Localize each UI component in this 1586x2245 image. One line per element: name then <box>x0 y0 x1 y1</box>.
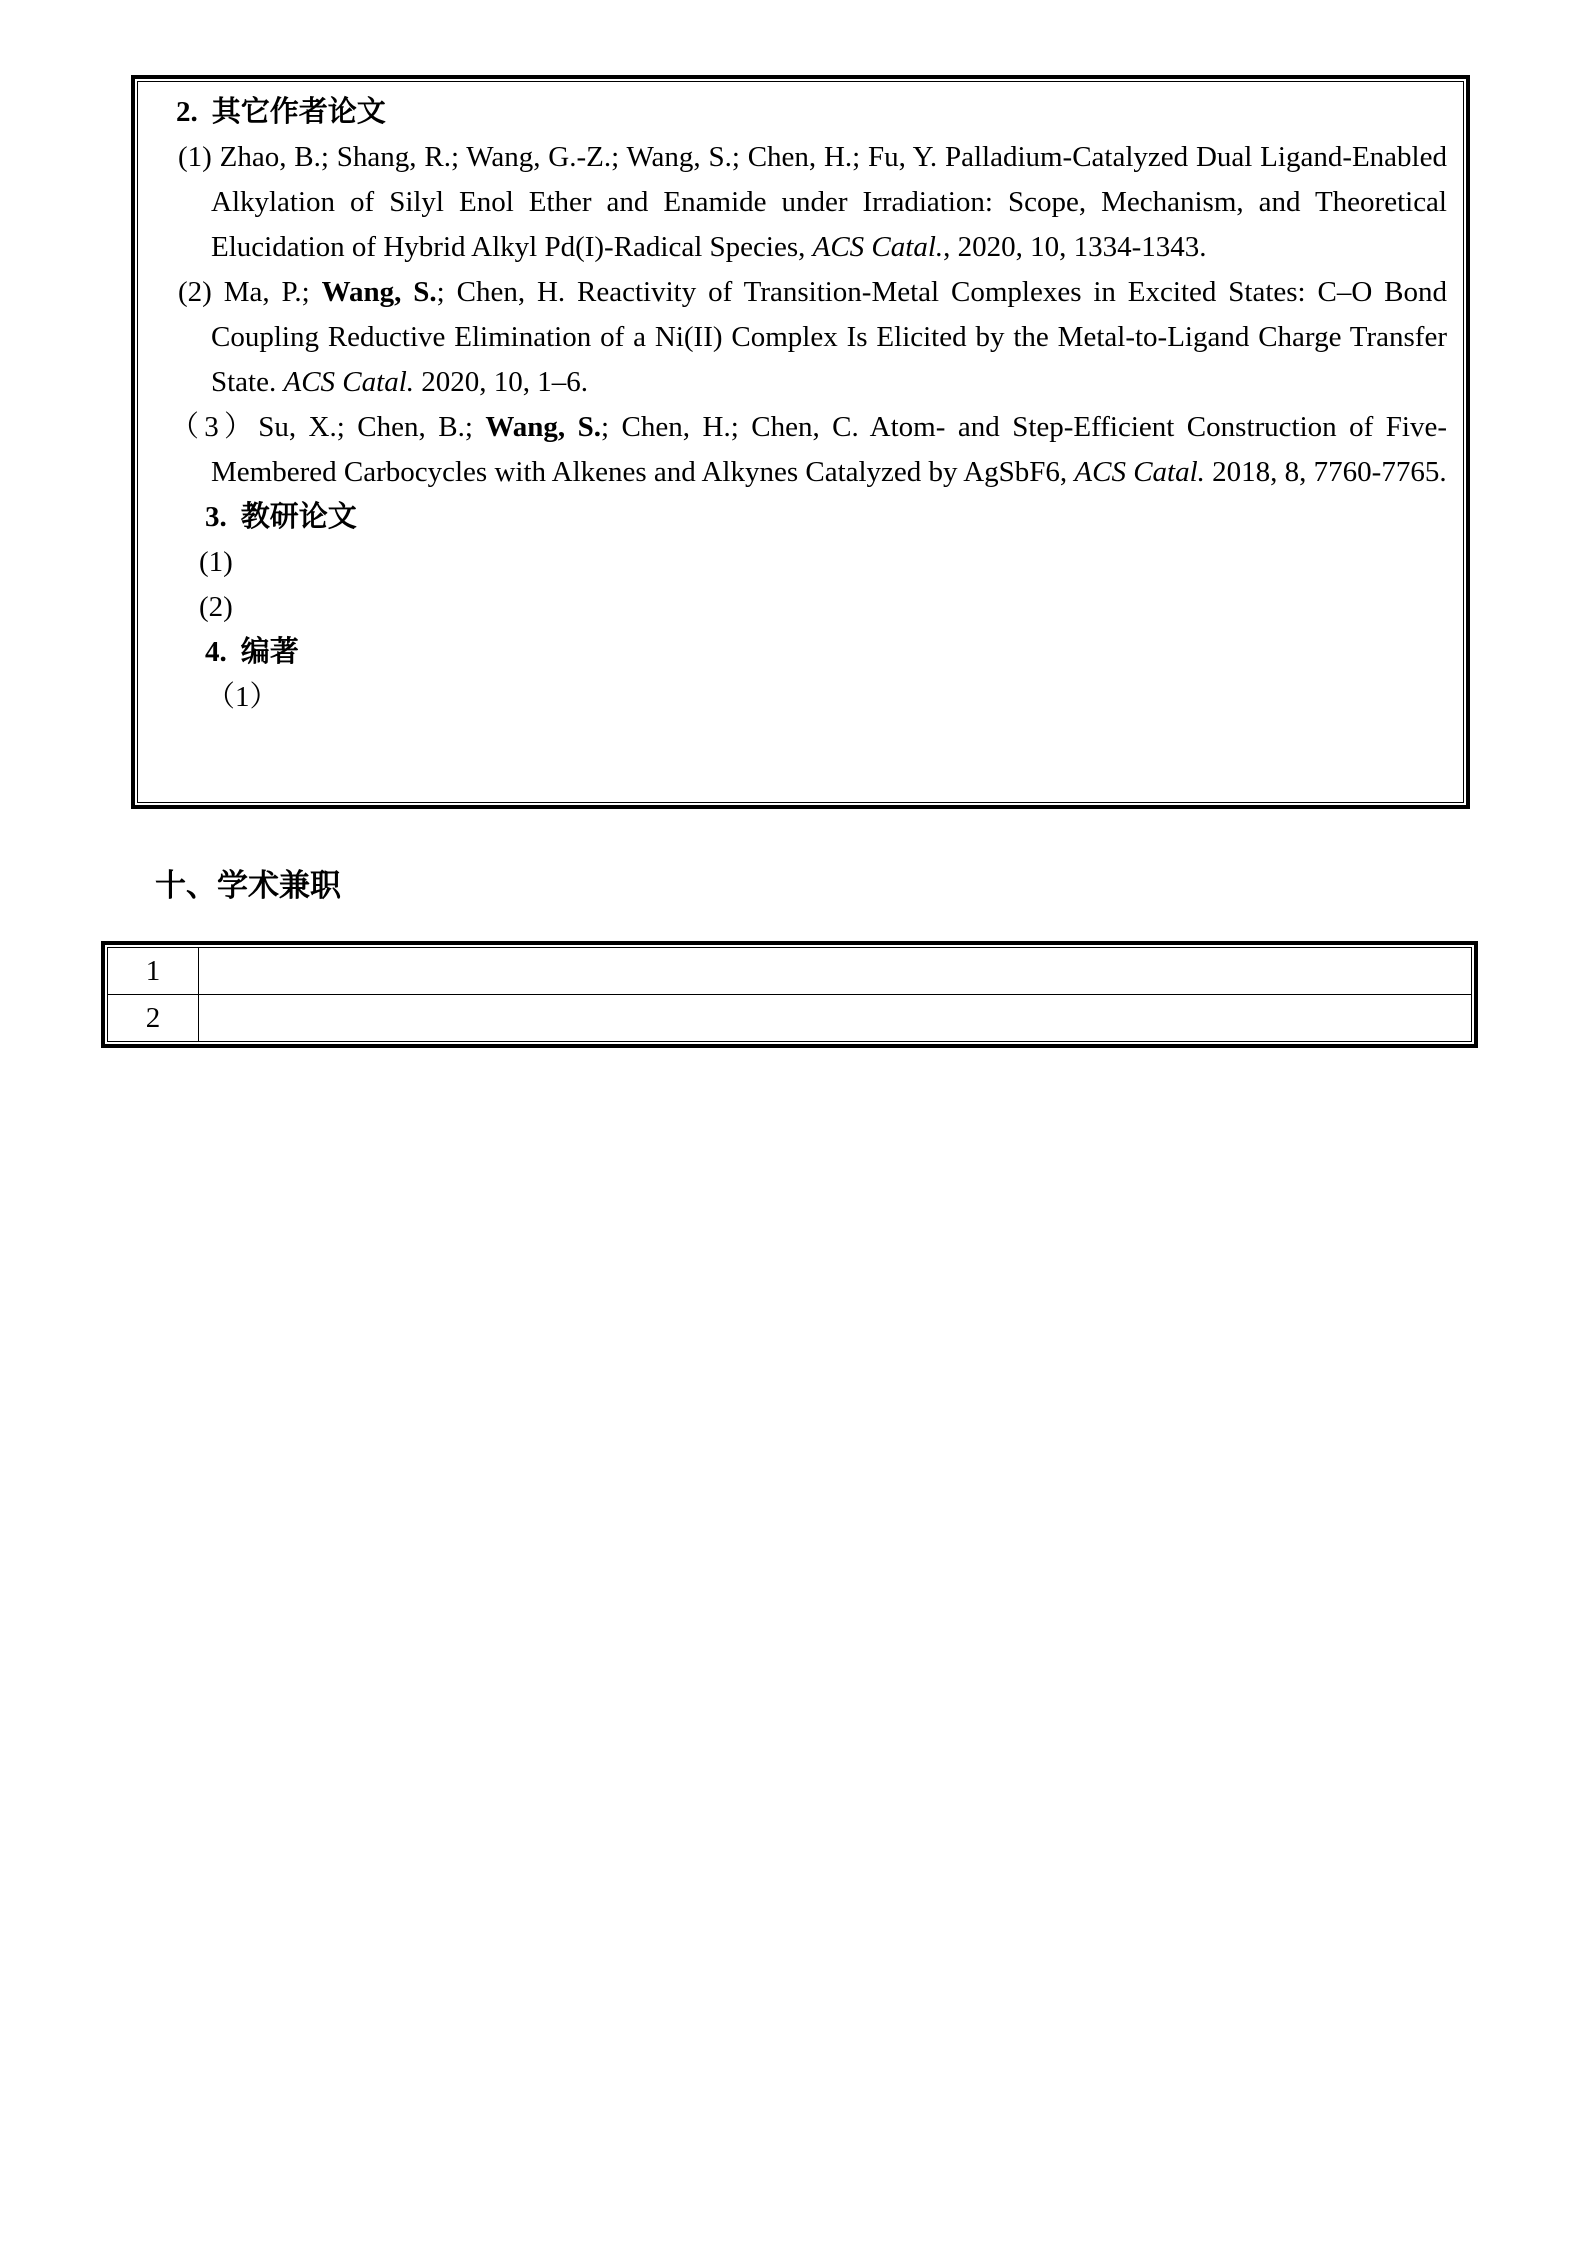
section-title: 其它作者论文 <box>211 96 386 128</box>
reference-text: Ma, P.; <box>211 276 322 308</box>
reference-text: Su, X.; Chen, B.; <box>258 411 486 443</box>
reference-2 <box>138 270 1447 405</box>
table-row <box>108 948 1471 994</box>
highlighted-author: Wang, S. <box>321 276 437 308</box>
section-other-author-papers-heading <box>176 90 1447 135</box>
reference-3 <box>138 405 1447 495</box>
row-content-cell <box>199 995 1471 1041</box>
row-content-cell <box>199 948 1471 994</box>
row-number-cell: 2 <box>108 995 199 1041</box>
highlighted-author: Wang, S. <box>485 411 602 443</box>
row-number-cell: 1 <box>108 948 199 994</box>
book-item-1: （1） <box>206 681 279 713</box>
reference-marker: (2) <box>178 276 212 308</box>
teaching-paper-item-2: (2) <box>199 591 233 623</box>
journal-name: ACS Catal. <box>1074 456 1205 488</box>
table-row <box>108 994 1471 1041</box>
reference-marker: （3） <box>170 411 259 443</box>
section-books-heading <box>205 630 1447 675</box>
section-number: 4. <box>205 636 227 668</box>
section-teaching-papers-heading <box>205 495 1447 540</box>
reference-text: , 2020, 10, 1334-1343. <box>943 231 1207 263</box>
reference-marker: (1) <box>178 141 212 173</box>
section-number: 3. <box>205 501 227 533</box>
publications-box-inner <box>137 81 1464 803</box>
section-title: 教研论文 <box>240 501 357 533</box>
section-title: 编著 <box>240 636 299 668</box>
reference-1 <box>138 135 1447 270</box>
teaching-paper-item-1: (1) <box>199 546 233 578</box>
publications-box <box>131 75 1470 809</box>
reference-text: Zhao, B.; Shang, R.; Wang, G.-Z.; Wang, S.; Chen, H.; Fu, Y. Palladium-Catalyzed Dual Ligand-Enabled Alkylation of Silyl Enol Ether and Enamide under Irradiation: Scope, Mechanism, and Theoretical Elucidation of Hybrid Alkyl Pd(I)-Radical Species, <box>211 141 1447 263</box>
reference-text: ; Chen, H.; Chen, C. Atom- and Step-Efficient Construction of Five-Membered Carbocycles with Alkenes and Alkynes Catalyzed by AgSbF6, <box>211 411 1447 488</box>
journal-name: ACS Catal. <box>812 231 944 263</box>
reference-text: ; Chen, H. Reactivity of Transition-Metal Complexes in Excited States: C–O Bond Coupling Reductive Elimination of a Ni(II) Complex Is Elicited by the Metal-to-Ligand Charge Transfer State. <box>211 276 1447 398</box>
reference-text: 2018, 8, 7760-7765. <box>1204 456 1447 488</box>
section-number: 2. <box>176 96 198 128</box>
academic-positions-table <box>101 941 1478 1048</box>
academic-positions-table-inner <box>107 947 1472 1042</box>
reference-text: 2020, 10, 1–6. <box>414 366 589 398</box>
journal-name: ACS Catal. <box>283 366 415 398</box>
academic-positions-heading: 十、学术兼职 <box>155 868 341 903</box>
